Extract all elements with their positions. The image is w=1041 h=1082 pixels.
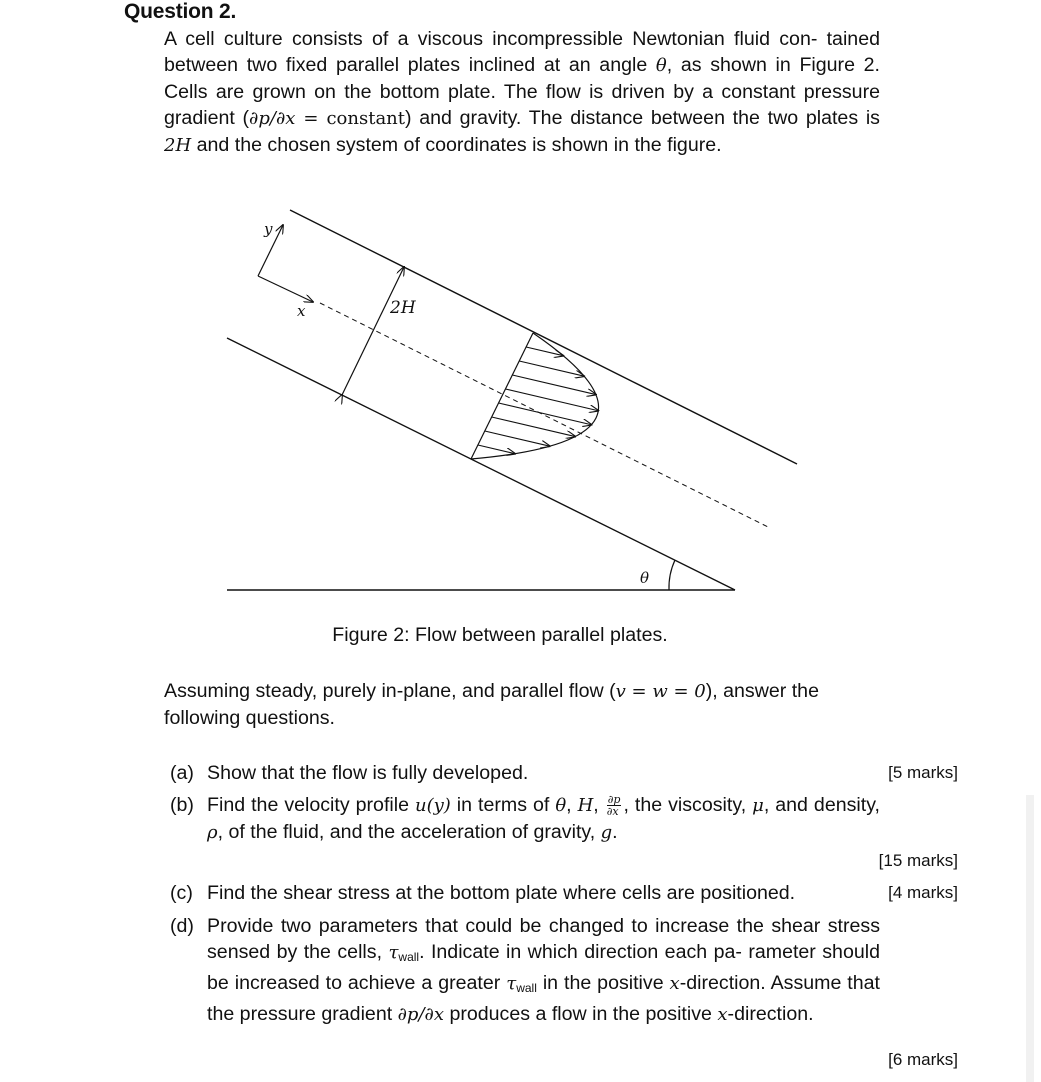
- velocity-arrows: [478, 347, 598, 454]
- dp-dx-fraction: $\frac{\partial p}{\partial x}$: [606, 793, 621, 819]
- question-a-label: (a): [170, 762, 194, 784]
- angle-arc: [669, 560, 675, 590]
- y-label: y: [264, 220, 273, 238]
- velocity-arrow: [519, 361, 584, 376]
- question-b-text: Find the velocity profile u(y) in terms of θ, H, $\frac{\partial p}{\partial x}$ , the viscosity, μ, and density, ρ, of the fluid, and the acceleration of gravity, g.: [207, 793, 880, 843]
- velocity-arrow: [492, 417, 576, 437]
- gap-label: 2H: [390, 298, 416, 318]
- question-c-text: Find the shear stress at the bottom plate where cells are positioned.: [207, 882, 796, 904]
- velocity-arrow: [512, 375, 596, 395]
- top-plate: [290, 210, 797, 464]
- question-a-text: Show that the flow is fully developed.: [207, 762, 529, 784]
- figure-caption: Figure 2: Flow between parallel plates.: [332, 624, 668, 646]
- velocity-arrow: [478, 445, 515, 454]
- velocity-arrow: [485, 431, 550, 446]
- question-b-label: (b): [170, 794, 194, 816]
- question-heading: Question 2.: [124, 0, 237, 23]
- angle-label: θ: [640, 569, 650, 587]
- x-axis-arrow: [258, 276, 313, 302]
- question-b-marks: [15 marks]: [878, 851, 958, 870]
- gap-dimension-arrow: [342, 267, 404, 395]
- question-a-marks: [5 marks]: [888, 763, 958, 782]
- question-c-marks: [4 marks]: [888, 883, 958, 902]
- scrollbar[interactable]: [1026, 795, 1034, 1082]
- question-d-text: Provide two parameters that could be changed to increase the shear stress sensed by the cells, $\tau_{wall}$. Indicate in which direction each pa- rameter should be increased to achieve a greater $\tau_{wall}$ in the positive x-direction. Assume that the pressure gradient ∂p/∂x produces a flow in the positive x-direction.: [207, 915, 880, 1025]
- intro-paragraph: A cell culture consists of a viscous incompressible Newtonian fluid con- tained between two fixed parallel plates inclined at an angle θ, as shown in Figure 2. Cells are grown on the bottom plate. The flow is driven by a constant pressure gradient (∂p/∂x = constant) and gravity. The distance between the two plates is 2H and the chosen system of coordinates is shown in the figure.: [164, 28, 880, 156]
- question-c-label: (c): [170, 882, 193, 904]
- assumption-paragraph: Assuming steady, purely in-plane, and parallel flow (v = w = 0), answer the following questions.: [164, 680, 819, 729]
- question-d-marks: [6 marks]: [888, 1050, 958, 1069]
- question-d-label: (d): [170, 915, 194, 937]
- bottom-plate: [227, 338, 735, 590]
- x-label: x: [297, 302, 306, 320]
